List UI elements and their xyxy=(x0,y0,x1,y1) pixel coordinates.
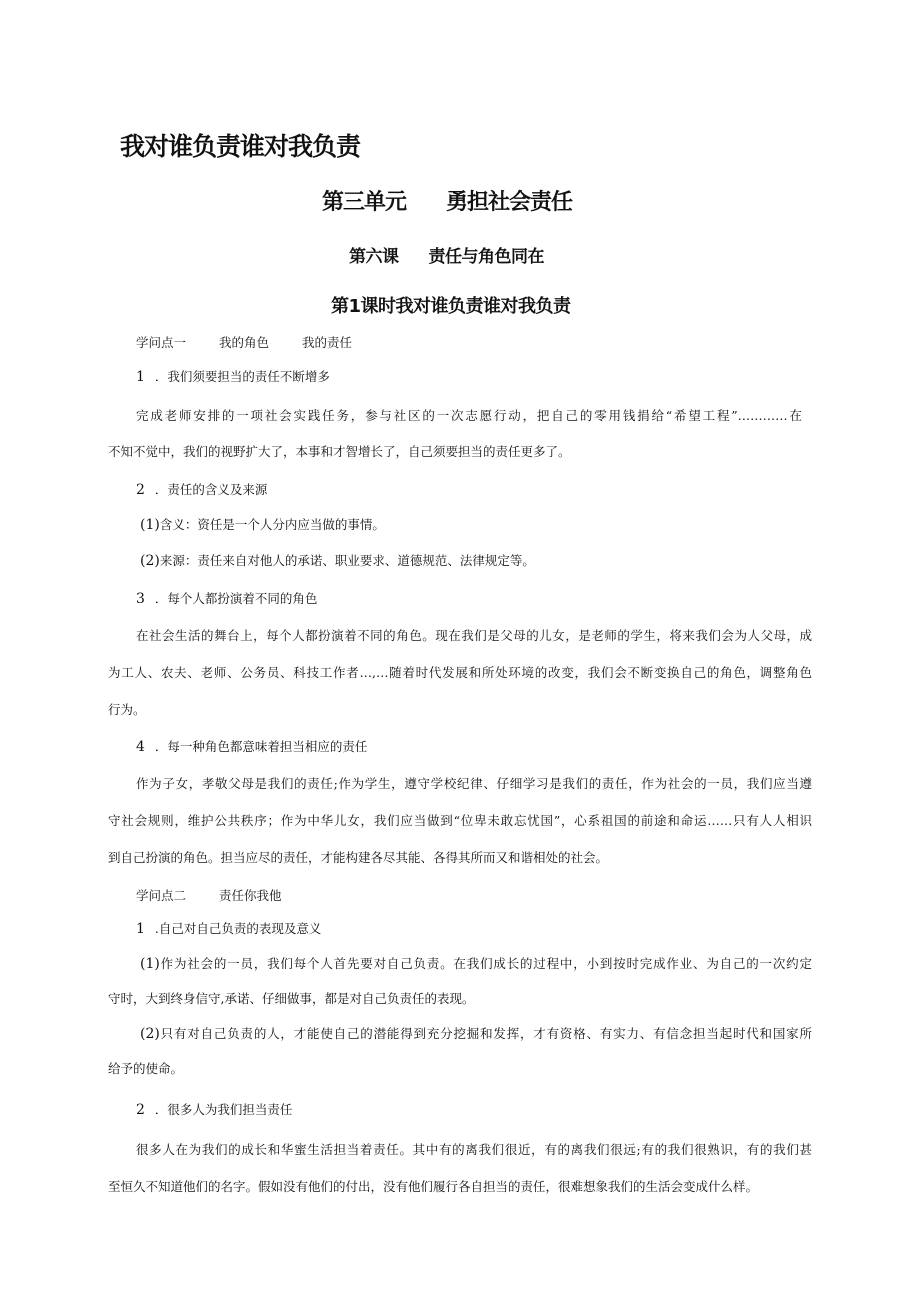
sub-item-number: (2) xyxy=(140,1026,160,1042)
sub-item-number: (2) xyxy=(140,553,160,569)
document-title: 我对谁负责谁对我负责 xyxy=(120,132,361,161)
paragraph-text: 守社会规则，维护公共秩序；作为中华儿女，我们应当做到“位卑未敢忘忧国”，心系祖国的前途和命运……只有人人相识 xyxy=(108,813,812,828)
lesson-title: 责任与角色同在 xyxy=(428,247,544,267)
sub-item xyxy=(140,1025,812,1043)
item-title: ．很多人为我们担当责任 xyxy=(154,1102,293,1117)
item-2-heading xyxy=(136,481,267,499)
paragraph-line xyxy=(136,1141,812,1158)
sub-item xyxy=(140,955,812,973)
paragraph-text: 很多人在为我们的成长和华蜜生活担当着责任。其中有的离我们很近，有的离我们很远;有的我们很熟识，有的我们甚 xyxy=(136,1142,812,1157)
item-title: ．每个人都扮演着不同的角色 xyxy=(154,591,318,606)
kp2-label: 学问点二 xyxy=(136,888,187,903)
sub-item-number: (1) xyxy=(140,517,160,533)
item-1-heading xyxy=(136,920,321,938)
lesson-label: 第六课 xyxy=(349,247,399,267)
paragraph-line: 至恒久不知道他们的名字。假如没有他们的付出，没有他们履行各自担当的责任，很难想象我们的生活会变成什么样。 xyxy=(108,1179,759,1194)
paragraph-text: 为工人、农夫、老师、公务员、科技工作者…,…随着时代发展和所处环境的改变，我们会不断变换自己的角色，调整角色 xyxy=(108,665,812,680)
item-title: ．每一种角色都意味着担当相应的责任 xyxy=(154,739,368,754)
paragraph-text: 在社会生活的舞台上，每个人都扮演着不同的角色。现在我们是父母的儿女，是老师的学生，将来我们会为人父母，成 xyxy=(136,628,812,643)
paragraph-line xyxy=(136,627,812,644)
knowledge-point-2 xyxy=(136,886,282,904)
period-title: 第1课时我对谁负责谁对我负责 xyxy=(331,296,571,317)
item-1-heading xyxy=(136,368,330,386)
item-number: 2 xyxy=(136,482,145,498)
paragraph-line: 到自己扮演的角色。担当应尽的责任，才能构建各尽其能、各得其所而又和谐相处的社会。 xyxy=(108,850,609,865)
sub-item xyxy=(140,552,535,570)
sub-item xyxy=(140,516,385,534)
paragraph-line xyxy=(108,812,812,829)
kp1-item-a: 我的角色 xyxy=(219,335,270,350)
item-title: ．责任的含义及来源 xyxy=(154,482,268,497)
paragraph-line xyxy=(108,664,812,681)
sub-item-text: 来源：责任来自对他人的承诺、职业要求、道德规范、法律规定等。 xyxy=(159,553,535,568)
sub-item-text: 含义：资任是一个人分内应当做的事情。 xyxy=(159,517,385,532)
paragraph-line: 不知不觉中，我们的视野扩大了，本事和才智增长了，自己须要担当的责任更多了。 xyxy=(108,444,571,459)
paragraph-line xyxy=(136,407,802,424)
item-2-heading xyxy=(136,1101,292,1119)
paragraph-text: 作为子女，孝敬父母是我们的责任;作为学生，遵守学校纪律、仔细学习是我们的责任，作为社会的一员，我们应当遵 xyxy=(136,776,812,791)
unit-heading xyxy=(322,185,572,216)
paragraph-text: 完成老师安排的一项社会实践任务，参与社区的一次志愿行动，把自己的零用钱捐给“希望工程”…………在 xyxy=(136,408,802,423)
item-number: 4 xyxy=(136,739,145,755)
unit-label: 第三单元 xyxy=(322,190,407,215)
item-title: .自己对自己负责的表现及意义 xyxy=(154,921,322,936)
sub-item-text: 只有对自己负责的人，才能使自己的潜能得到充分挖掘和发挥，才有资格、有实力、有信念担当起时代和国家所 xyxy=(159,1026,812,1041)
lesson-heading xyxy=(349,242,544,267)
item-number: 3 xyxy=(136,591,145,607)
paragraph-line: 行为。 xyxy=(108,702,146,717)
item-number: 1 xyxy=(136,921,145,937)
knowledge-point-1 xyxy=(136,333,352,351)
sub-item-number: (1) xyxy=(140,956,160,972)
sub-item-text: 作为社会的一员，我们每个人首先要对自己负责。在我们成长的过程中，小到按时完成作业、为自己的一次约定 xyxy=(159,956,812,971)
paragraph-line: 守时，大到终身信守,承诺、仔细做事，都是对自己负责任的表现。 xyxy=(108,991,475,1006)
unit-title: 勇担社会责任 xyxy=(446,190,573,215)
item-number: 2 xyxy=(136,1102,145,1118)
kp2-item-a: 责任你我他 xyxy=(219,888,282,903)
item-3-heading xyxy=(136,590,317,608)
kp1-item-b: 我的责任 xyxy=(302,335,353,350)
paragraph-line: 给予的使命。 xyxy=(108,1061,184,1076)
kp1-label: 学问点一 xyxy=(136,335,187,350)
paragraph-line xyxy=(136,775,812,792)
item-title: ．我们须要担当的责任不断增多 xyxy=(154,369,330,384)
item-4-heading xyxy=(136,738,367,756)
item-number: 1 xyxy=(136,369,145,385)
